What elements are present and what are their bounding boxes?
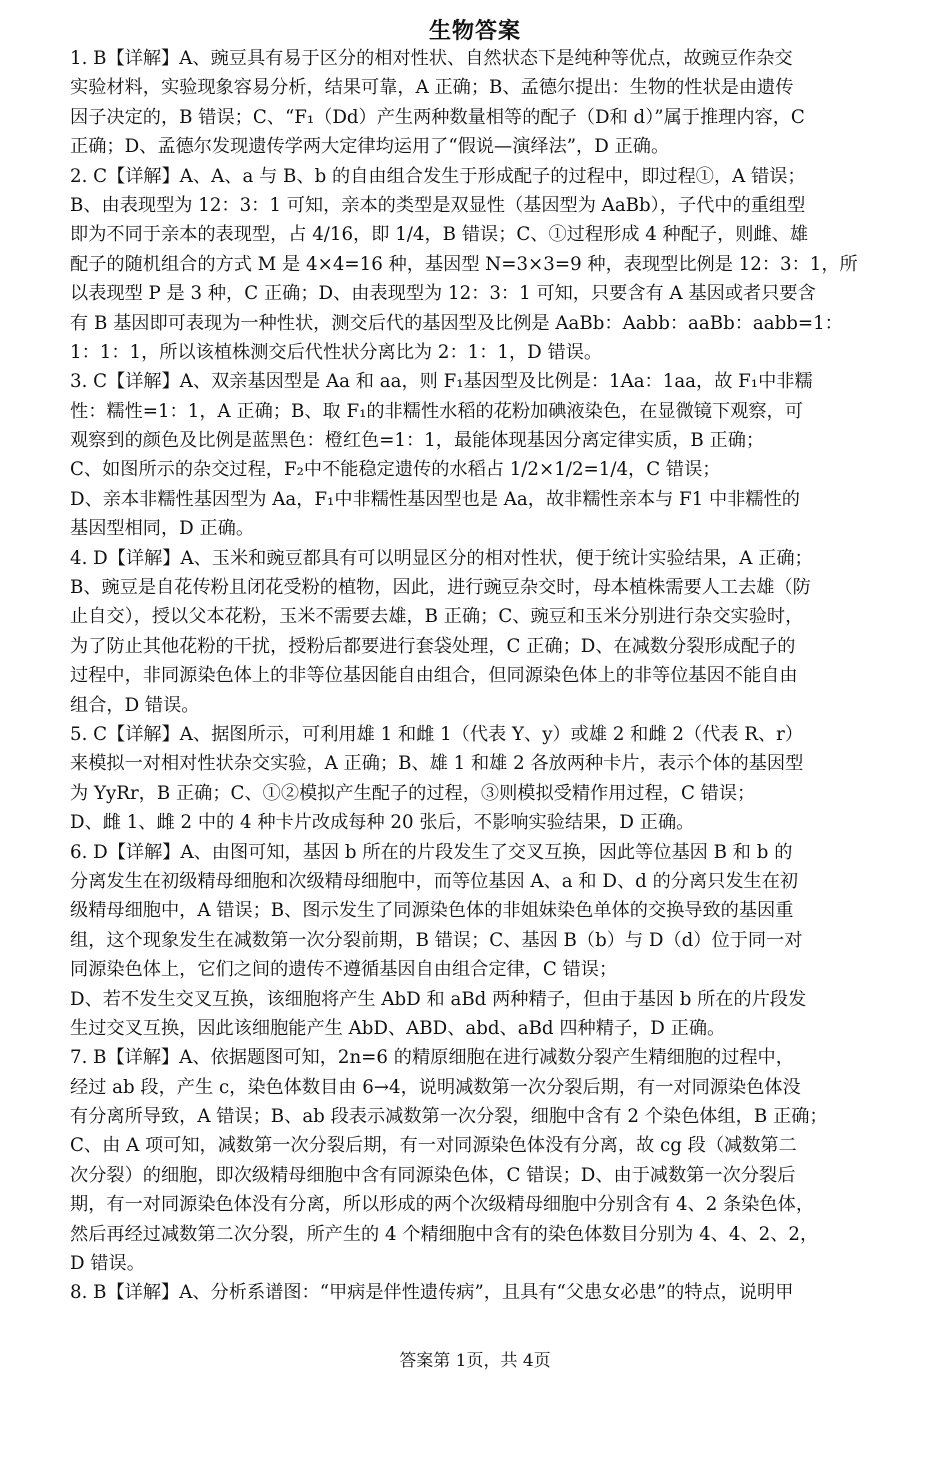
text-line: 配子的随机组合的方式 M 是 4×4=16 种，基因型 N=3×3=9 种，表现型比例是 12：3：1，所 [70,253,858,275]
text-line: 组合，D 错误。 [70,694,200,716]
page-footer: 答案第 1页，共 4页 [399,1351,551,1371]
text-line: 观察到的颜色及比例是蓝黑色：橙红色=1：1，最能体现基因分离定律实质，B 正确； [70,430,765,452]
text-line: 8. B【详解】A、分析系谱图：“甲病是伴性遗传病”，且具有“父患女必患”的特点，说明甲 [70,1282,794,1304]
text-line: 2. C【详解】A、A、a 与 B、b 的自由组合发生于形成配子的过程中，即过程①，A 错误； [70,165,806,187]
text-line: 3. C【详解】A、双亲基因型是 Aa 和 aa，则 F₁基因型及比例是：1Aa：1aa，故 F₁中非糯 [70,371,813,393]
text-line: 5. C【详解】A、据图所示，可利用雄 1 和雌 1（代表 Y、y）或雄 2 和雌 2（代表 R、r） [70,723,804,745]
text-line: 分离发生在初级精母细胞和次级精母细胞中，而等位基因 A、a 和 D、d 的分离只发生在初 [70,870,799,892]
text-line: 因子决定的，B 错误；C、“F₁（Dd）产生两种数量相等的配子（D和 d）”属于推理内容，C [70,106,805,128]
text-line: 性：糯性=1：1，A 正确；B、取 F₁的非糯性水稻的花粉加碘液染色，在显微镜下观察，可 [70,400,803,422]
text-line: 级精母细胞中，A 错误；B、图示发生了同源染色体的非姐妹染色单体的交换导致的基因重 [70,900,794,922]
answer-body [70,44,860,1308]
text-line: 有 B 基因即可表现为一种性状，测交后代的基因型及比例是 AaBb：Aabb：aaBb：aabb=1： [70,312,843,334]
text-line: 期，有一对同源染色体没有分离，所以形成的两个次级精母细胞中分别含有 4、2 条染色体， [70,1194,815,1216]
text-line: 为了防止其他花粉的干扰，授粉后都要进行套袋处理，C 正确；D、在减数分裂形成配子的 [70,635,796,657]
text-line: 正确；D、孟德尔发现遗传学两大定律均运用了“假说—演绎法”，D 正确。 [70,136,670,158]
text-line: D、亲本非糯性基因型为 Aa，F₁中非糯性基因型也是 Aa，故非糯性亲本与 F1 中非糯性的 [70,488,800,510]
text-line: 止自交），授以父本花粉，玉米不需要去雄，B 正确；C、豌豆和玉米分别进行杂交实验时， [70,606,804,628]
text-line: 有分离所导致，A 错误；B、ab 段表示减数第一次分裂，细胞中含有 2 个染色体组，B 正确； [70,1106,828,1128]
text-line: C、由 A 项可知，减数第一次分裂后期，有一对同源染色体没有分离，故 cg 段（减数第二 [70,1135,797,1157]
text-line: 来模拟一对相对性状杂交实验，A 正确；B、雄 1 和雄 2 各放两种卡片，表示个体的基因型 [70,753,804,775]
page-title: 生物答案 [428,19,521,44]
text-line: 7. B【详解】A、依据题图可知，2n=6 的精原细胞在进行减数分裂产生精细胞的过程中， [70,1047,794,1069]
text-line: 为 YyRr，B 正确；C、①②模拟产生配子的过程，③则模拟受精作用过程，C 错误； [70,782,756,804]
text-line: B、豌豆是自花传粉且闭花受粉的植物，因此，进行豌豆杂交时，母本植株需要人工去雄（防 [70,577,811,599]
text-line: C、如图所示的杂交过程，F₂中不能稳定遗传的水稻占 1/2×1/2=1/4，C 错误； [70,459,721,481]
text-line: 经过 ab 段，产生 c，染色体数目由 6→4，说明减数第一次分裂后期，有一对同源染色体没 [70,1076,801,1098]
text-line: 1. B【详解】A、豌豆具有易于区分的相对性状、自然状态下是纯种等优点，故豌豆作杂交 [70,48,793,69]
text-line: D、雌 1、雌 2 中的 4 种卡片改成每种 20 张后，不影响实验结果，D 正确。 [70,812,695,834]
text-line: 实验材料，实验现象容易分析，结果可靠，A 正确；B、孟德尔提出：生物的性状是由遗传 [70,77,794,99]
text-line: 生过交叉互换，因此该细胞能产生 AbD、ABD、abd、aBd 四种精子，D 正确。 [70,1017,726,1039]
text-line: 即为不同于亲本的表现型，占 4/16，即 1/4，B 错误；C、①过程形成 4 种配子，则雌、雄 [70,224,809,246]
text-line: 然后再经过减数第二次分裂，所产生的 4 个精细胞中含有的染色体数目分别为 4、4、2、2， [70,1223,819,1245]
text-line: 组，这个现象发生在减数第一次分裂前期，B 错误；C、基因 B（b）与 D（d）位于同一对 [70,929,803,951]
text-line: 基因型相同，D 正确。 [70,518,255,540]
text-line: 过程中，非同源染色体上的非等位基因能自由组合，但同源染色体上的非等位基因不能自由 [70,665,798,687]
text-line: 6. D【详解】A、由图可知，基因 b 所在的片段发生了交叉互换，因此等位基因 B 和 b 的 [70,841,793,863]
text-line: 以表现型 P 是 3 种，C 正确；D、由表现型为 12：3：1 可知，只要含有 A 基因或者只要含 [70,283,816,305]
text-line: 同源染色体上，它们之间的遗传不遵循基因自由组合定律，C 错误； [70,959,618,981]
text-line: B、由表现型为 12：3：1 可知，亲本的类型是双显性（基因型为 AaBb），子代中的重组型 [70,194,806,216]
text-line: 1：1：1，所以该植株测交后代性状分离比为 2：1：1，D 错误。 [70,341,603,363]
text-line: 4. D【详解】A、玉米和豌豆都具有可以明显区分的相对性状，便于统计实验结果，A 正确； [70,547,813,569]
text-line: D、若不发生交叉互换，该细胞将产生 AbD 和 aBd 两种精子，但由于基因 b 所在的片段发 [70,988,807,1010]
text-line: 次分裂）的细胞，即次级精母细胞中含有同源染色体，C 错误；D、由于减数第一次分裂后 [70,1164,796,1186]
text-line: D 错误。 [70,1253,145,1275]
